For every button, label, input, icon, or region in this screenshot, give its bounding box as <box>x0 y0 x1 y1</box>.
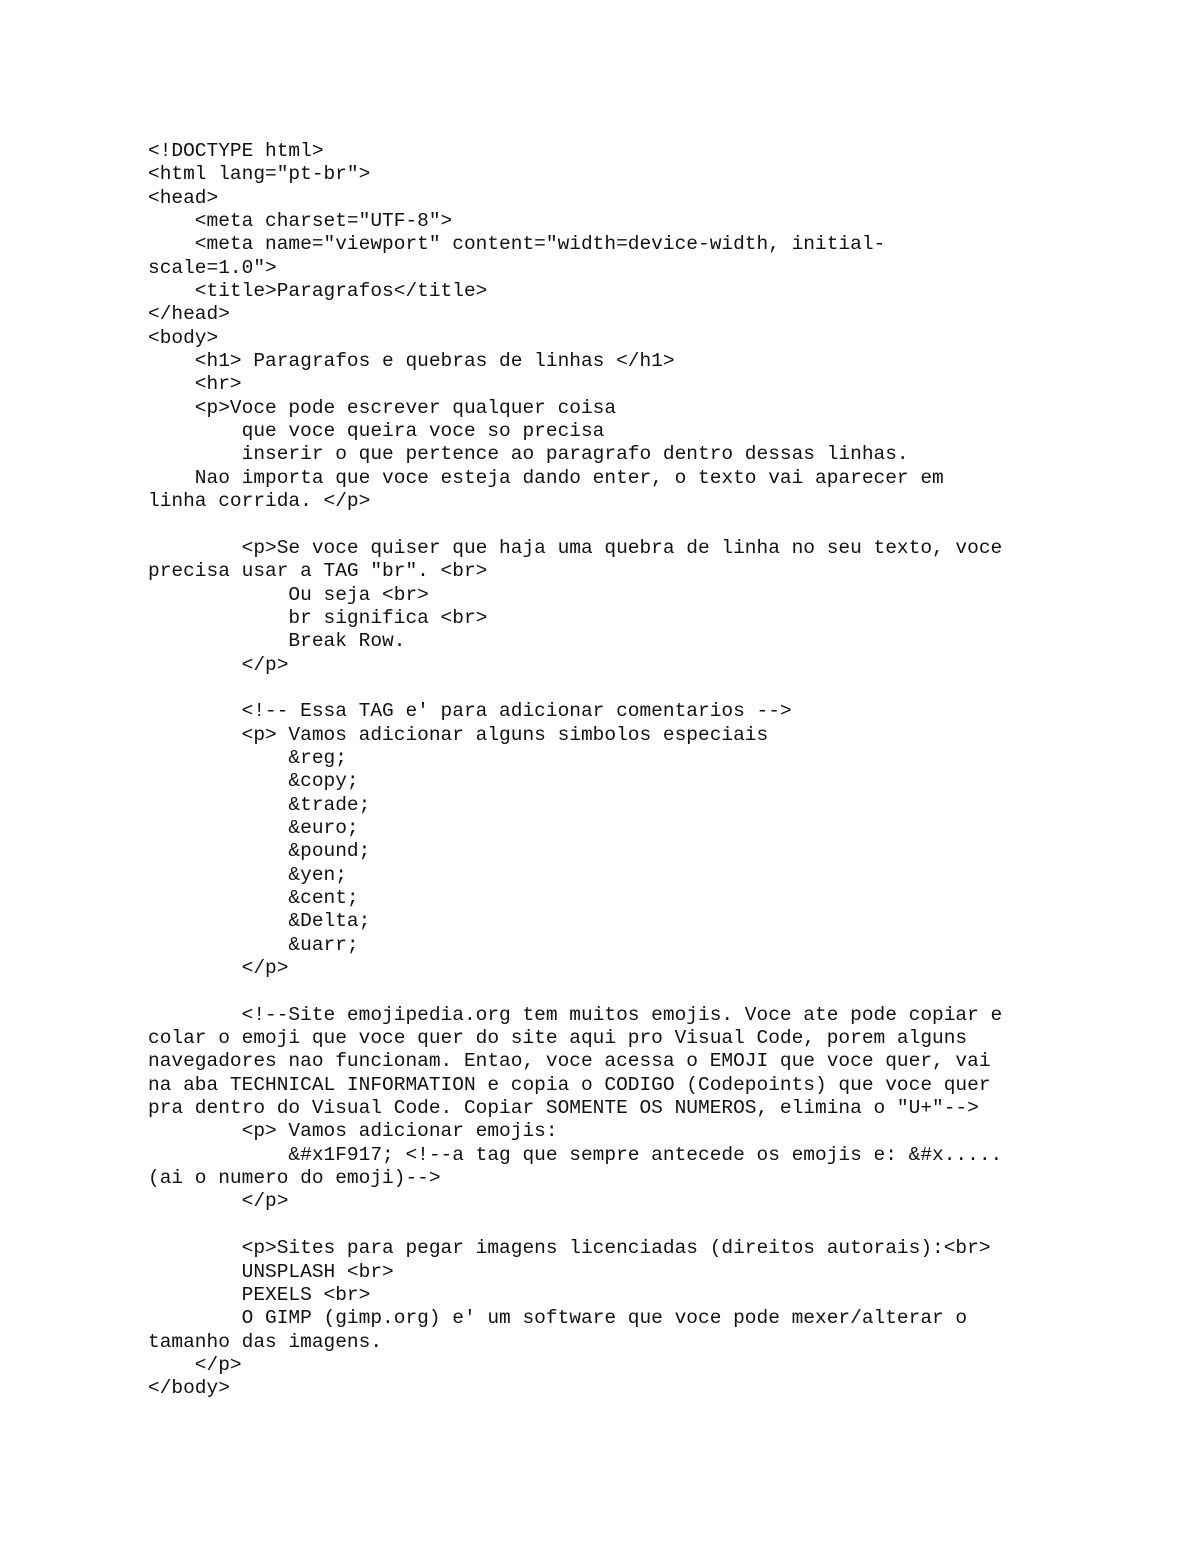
blank-line <box>148 514 1108 537</box>
code-line: <!-- Essa TAG e' para adicionar comentarios --> <box>148 700 792 723</box>
code-line: &yen; <box>148 863 347 886</box>
code-line: &cent; <box>148 887 359 909</box>
code-line: <p> Vamos adicionar emojis: <box>148 1120 558 1143</box>
code-line: Nao importa que voce esteja dando enter, o texto vai aparecer em <box>148 466 944 489</box>
code-line: br significa <br> <box>148 606 488 629</box>
code-line: <p>Sites para pegar imagens licenciadas (direitos autorais):<br> <box>148 1237 991 1260</box>
code-line: </p> <box>148 653 289 676</box>
code-line: <head> <box>148 186 219 209</box>
code-line: <p> Vamos adicionar alguns simbolos especiais <box>148 723 769 746</box>
code-line: <p>Se voce quiser que haja uma quebra de linha no seu texto, voce <box>148 536 1003 559</box>
code-line: colar o emoji que voce quer do site aqui pro Visual Code, porem alguns <box>148 1027 968 1050</box>
code-line: <p>Voce pode escrever qualquer coisa <box>148 396 617 419</box>
code-line: </body> <box>148 1377 230 1400</box>
code-line: <h1> Paragrafos e quebras de linhas </h1> <box>148 350 675 373</box>
code-line: linha corrida. </p> <box>148 490 371 513</box>
code-line: inserir o que pertence ao paragrafo dentro dessas linhas. <box>148 443 909 466</box>
code-line: &Delta; <box>148 910 371 933</box>
code-line: &#x1F917; <!--a tag que sempre antecede os emojis e: &#x..... <box>148 1143 1003 1166</box>
code-line: &copy; <box>148 770 359 793</box>
code-line: Ou seja <br> <box>148 583 429 606</box>
code-line: &reg; <box>148 746 347 769</box>
code-line: <!DOCTYPE html> <box>148 140 324 162</box>
code-line: <title>Paragrafos</title> <box>148 280 488 303</box>
code-line: tamanho das imagens. <box>148 1330 383 1353</box>
code-line: pra dentro do Visual Code. Copiar SOMENTE OS NUMEROS, elimina o "U+"--> <box>148 1097 979 1120</box>
code-line: precisa usar a TAG "br". <br> <box>148 560 488 583</box>
code-listing <box>148 140 1108 1401</box>
code-line: </head> <box>148 303 230 326</box>
code-line: scale=1.0"> <box>148 256 277 279</box>
code-line: PEXELS <br> <box>148 1283 371 1306</box>
blank-line <box>148 677 1108 700</box>
code-line: na aba TECHNICAL INFORMATION e copia o CODIGO (Codepoints) que voce quer <box>148 1073 991 1096</box>
code-line: (ai o numero do emoji)--> <box>148 1167 441 1190</box>
code-line: &pound; <box>148 840 371 863</box>
code-line: <body> <box>148 326 219 349</box>
code-line: </p> <box>148 1190 289 1213</box>
code-line: </p> <box>148 1353 242 1376</box>
code-line: navegadores nao funcionam. Entao, voce acessa o EMOJI que voce quer, vai <box>148 1050 991 1073</box>
code-line: </p> <box>148 957 289 980</box>
code-line: <!--Site emojipedia.org tem muitos emojis. Voce ate pode copiar e <box>148 1003 1003 1026</box>
code-line: <html lang="pt-br"> <box>148 163 371 186</box>
code-line: &uarr; <box>148 933 359 956</box>
code-line: &trade; <box>148 793 371 816</box>
code-line: O GIMP (gimp.org) e' um software que voce pode mexer/alterar o <box>148 1307 968 1330</box>
code-line: &euro; <box>148 816 359 839</box>
code-line: <meta charset="UTF-8"> <box>148 210 453 233</box>
code-line: <hr> <box>148 373 242 396</box>
code-line: <meta name="viewport" content="width=device-width, initial- <box>148 233 886 256</box>
code-line: que voce queira voce so precisa <box>148 420 605 443</box>
blank-line <box>148 1214 1108 1237</box>
code-line: UNSPLASH <br> <box>148 1260 394 1283</box>
blank-line <box>148 980 1108 1003</box>
code-line: Break Row. <box>148 630 406 653</box>
